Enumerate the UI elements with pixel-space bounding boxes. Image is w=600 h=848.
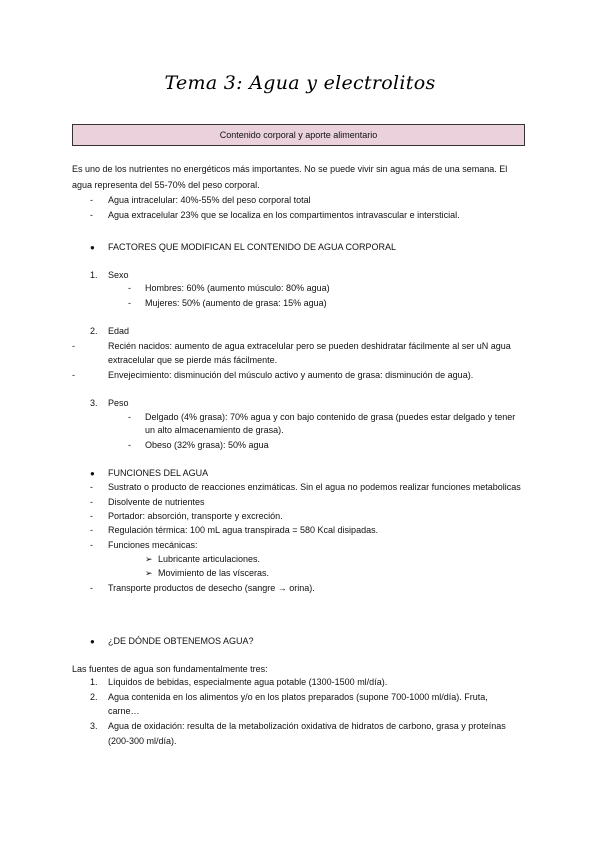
- funciones-item-3: Portador: absorción, transporte y excreción.: [108, 511, 283, 521]
- dash-marker: -: [128, 412, 131, 422]
- sexo-item-2: Mujeres: 50% (aumento de grasa: 15% agua): [145, 298, 327, 308]
- funciones-item-4: Regulación térmica: 100 mL agua transpirada = 580 Kcal disipadas.: [108, 525, 379, 535]
- dash-marker: -: [72, 370, 75, 380]
- dash-marker: -: [90, 511, 93, 521]
- dash-marker: -: [72, 341, 75, 351]
- sexo-item-1: Hombres: 60% (aumento músculo: 80% agua): [145, 283, 330, 293]
- factores-heading: FACTORES QUE MODIFICAN EL CONTENIDO DE AGUA CORPORAL: [108, 242, 397, 252]
- obtener-intro: Las fuentes de agua son fundamentalmente tres:: [72, 664, 268, 674]
- arrow-marker: ➢: [145, 568, 153, 578]
- obtener-heading: ¿DE DÓNDE OBTENEMOS AGUA?: [108, 636, 254, 646]
- dash-marker: -: [90, 210, 93, 220]
- obtener-item-3-line-2: (200-300 ml/día).: [108, 736, 177, 746]
- intro-line-2: agua representa del 55-70% del peso corporal.: [72, 180, 260, 190]
- edad-item-2: Envejecimiento: disminución del músculo activo y aumento de grasa: disminución de agua).: [108, 370, 474, 380]
- arrow-marker: ➢: [145, 554, 153, 564]
- obtener-item-2-line-1: Agua contenida en los alimentos y/o en los platos preparados (supone 700-1000 ml/día). Fruta,: [108, 692, 488, 702]
- funciones-heading: FUNCIONES DEL AGUA: [108, 468, 209, 478]
- list-number: 1.: [90, 677, 98, 687]
- edad-label: Edad: [108, 326, 130, 336]
- dash-marker: -: [90, 583, 93, 593]
- list-number: 2.: [90, 692, 98, 702]
- page-title: Tema 3: Agua y electrolitos: [164, 72, 436, 94]
- peso-label: Peso: [108, 398, 129, 408]
- dash-marker: -: [90, 525, 93, 535]
- intro-item-1: Agua intracelular: 40%-55% del peso corporal total: [108, 195, 311, 205]
- list-number: 3.: [90, 398, 98, 408]
- obtener-item-2-line-2: carne…: [108, 706, 140, 716]
- bullet-marker: ●: [90, 243, 95, 252]
- obtener-item-1: Líquidos de bebidas, especialmente agua potable (1300-1500 ml/día).: [108, 677, 388, 687]
- list-number: 3.: [90, 721, 98, 731]
- list-number: 1.: [90, 270, 98, 280]
- dash-marker: -: [90, 497, 93, 507]
- funciones-last-item: Transporte productos de desecho (sangre → orina).: [108, 583, 315, 593]
- funciones-item-2: Disolvente de nutrientes: [108, 497, 205, 507]
- obtener-item-3-line-1: Agua de oxidación: resulta de la metabolización oxidativa de hidratos de carbono, grasa y proteínas: [108, 721, 506, 731]
- intro-item-2: Agua extracelular 23% que se localiza en los compartimentos intravascular e intersticial.: [108, 210, 460, 220]
- funciones-item-5: Funciones mecánicas:: [108, 540, 198, 550]
- bullet-marker: ●: [90, 637, 95, 646]
- dash-marker: -: [128, 298, 131, 308]
- dash-marker: -: [90, 540, 93, 550]
- intro-line-1: Es uno de los nutrientes no energéticos más importantes. No se puede vivir sin agua más de una semana. El: [72, 164, 508, 174]
- list-number: 2.: [90, 326, 98, 336]
- peso-item-2: Obeso (32% grasa): 50% agua: [145, 440, 269, 450]
- dash-marker: -: [128, 440, 131, 450]
- edad-item-1-line-2: extracelular que se pierde más fácilmente.: [108, 355, 278, 365]
- peso-item-1-line-1: Delgado (4% grasa): 70% agua y con bajo contenido de grasa (puedes estar delgado y tener: [145, 412, 516, 422]
- edad-item-1-line-1: Recién nacidos: aumento de agua extracelular pero se pueden deshidratar fácilmente al ser uN agua: [108, 341, 511, 351]
- funciones-subitem-2: Movimiento de las vísceras.: [158, 568, 270, 578]
- dash-marker: -: [90, 195, 93, 205]
- dash-marker: -: [90, 482, 93, 492]
- funciones-subitem-1: Lubricante articulaciones.: [158, 554, 261, 564]
- funciones-item-1: Sustrato o producto de reacciones enzimáticas. Sin el agua no podemos realizar funciones metabolicas: [108, 482, 521, 492]
- dash-marker: -: [128, 283, 131, 293]
- bullet-marker: ●: [90, 469, 95, 478]
- peso-item-1-line-2: un alto almacenamiento de grasa).: [145, 425, 284, 435]
- section-banner: Contenido corporal y aporte alimentario: [72, 124, 525, 146]
- sexo-label: Sexo: [108, 270, 129, 280]
